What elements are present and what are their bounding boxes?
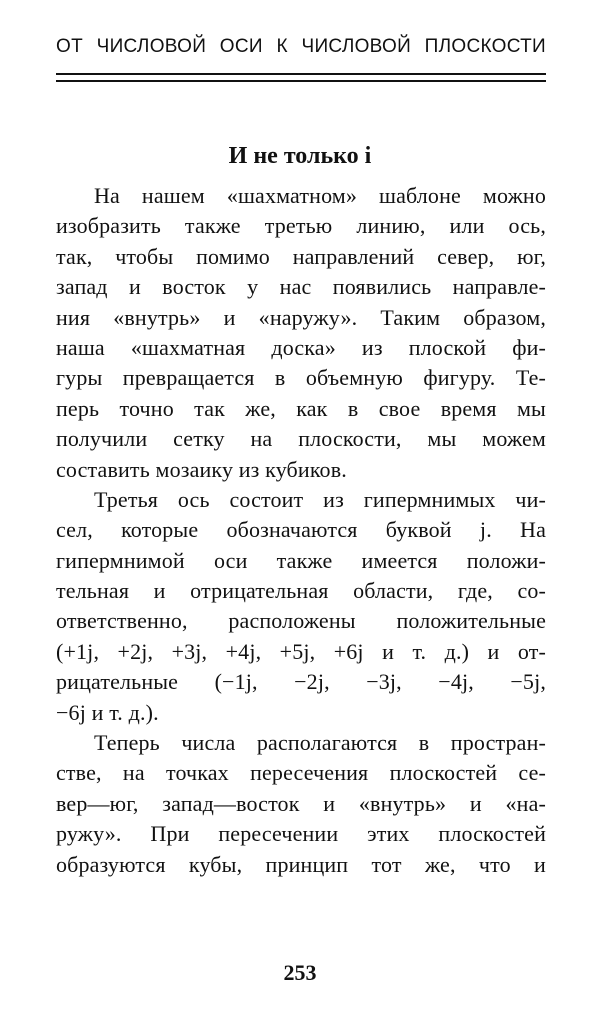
body-text xyxy=(56,181,546,880)
text-line: ния «внутрь» и «наружу». Таким образом, xyxy=(56,304,546,330)
text-line: рицательные (−1j, −2j, −3j, −4j, −5j, xyxy=(56,669,546,695)
paragraph xyxy=(56,485,546,728)
section-title: И не только i xyxy=(228,143,372,169)
text-line: вер—юг, запад—восток и «внутрь» и «на- xyxy=(56,790,546,816)
text-line: стве, на точках пересечения плоскостей се- xyxy=(56,760,546,786)
text-line: наша «шахматная доска» из плоской фи- xyxy=(56,334,546,360)
text-line: составить мозаику из кубиков. xyxy=(56,456,347,482)
text-line: На нашем «шахматном» шаблоне можно xyxy=(94,183,546,208)
text-line: Третья ось состоит из гипермнимых чи- xyxy=(94,486,546,512)
text-line: так, чтобы помимо направлений север, юг, xyxy=(56,243,546,269)
text-line: Теперь числа располагаются в простран- xyxy=(94,730,546,756)
text-line: получили сетку на плоскости, мы можем xyxy=(56,426,546,452)
text-line: гипермнимой оси также имеется положи- xyxy=(56,547,546,573)
header-rule-top xyxy=(56,73,546,75)
text-line: тельная и отрицательная области, где, со- xyxy=(56,578,546,604)
text-line: гуры превращается в объемную фигуру. Те- xyxy=(56,365,546,391)
text-line: перь точно так же, как в свое время мы xyxy=(56,395,546,421)
paragraph xyxy=(56,728,546,880)
text-line: изобразить также третью линию, или ось, xyxy=(56,213,546,239)
running-header: ОТ ЧИСЛОВОЙ ОСИ К ЧИСЛОВОЙ ПЛОСКОСТИ xyxy=(56,36,546,57)
page-number: 253 xyxy=(283,960,317,985)
paragraph xyxy=(56,181,546,485)
text-line: ружу». При пересечении этих плоскостей xyxy=(56,821,546,847)
text-line: ответственно, расположены положительные xyxy=(56,608,546,634)
text-line: −6j и т. д.). xyxy=(56,699,159,725)
header-rule-bottom xyxy=(56,80,546,82)
text-line: сел, которые обозначаются буквой j. На xyxy=(56,517,546,543)
text-line: (+1j, +2j, +3j, +4j, +5j, +6j и т. д.) и от- xyxy=(56,638,546,664)
text-line: образуются кубы, принцип тот же, что и xyxy=(56,851,546,877)
text-line: запад и восток у нас появились направле- xyxy=(56,274,546,300)
